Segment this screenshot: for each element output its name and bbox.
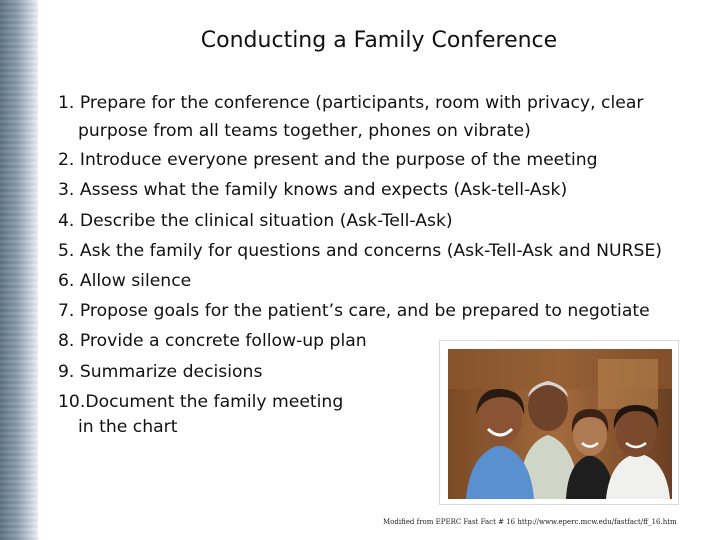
- item-number: 8.: [58, 331, 75, 352]
- family-photo: [439, 340, 679, 505]
- slide-title: Conducting a Family Conference: [200, 28, 558, 53]
- list-item: [58, 88, 708, 118]
- list-item-continuation: purpose from all teams together, phones on vibrate): [78, 121, 531, 142]
- item-text: Summarize decisions: [79, 361, 263, 382]
- item-text: Introduce everyone present and the purpose of the meeting: [79, 150, 598, 171]
- item-number: 3.: [58, 180, 75, 201]
- item-text: Propose goals for the patient’s care, and be prepared to negotiate: [79, 301, 650, 322]
- item-number: 4.: [58, 210, 75, 231]
- item-number: 1.: [58, 93, 75, 113]
- list-item: [58, 296, 708, 326]
- item-number: 7.: [58, 301, 75, 322]
- list-item: [58, 175, 708, 205]
- list-item: [58, 266, 708, 296]
- decorative-side-bar: [0, 0, 38, 540]
- item-number: 10.: [58, 391, 86, 412]
- item-text: Describe the clinical situation (Ask-Tell-Ask): [79, 210, 453, 231]
- list-item: [58, 145, 708, 175]
- source-footnote: Modified from EPERC Fast Fact # 16 http://www.eperc.mcw.edu/fastfact/ff_16.htm: [383, 518, 677, 526]
- item-number: 5.: [58, 240, 75, 261]
- item-text: Document the family meeting: [85, 391, 344, 412]
- item-number: 9.: [58, 361, 75, 382]
- list-item: [58, 206, 708, 236]
- item-text: Assess what the family knows and expects (Ask-tell-Ask): [79, 180, 568, 201]
- list-item: [58, 236, 708, 266]
- item-number: 6.: [58, 271, 75, 292]
- item-text: Prepare for the conference (participants, room with privacy, clear: [79, 93, 644, 113]
- item-text: Provide a concrete follow-up plan: [79, 331, 367, 352]
- family-photo-illustration: [448, 349, 672, 499]
- list-item-continuation: in the chart: [78, 417, 178, 438]
- item-number: 2.: [58, 150, 75, 171]
- item-text: Ask the family for questions and concerns (Ask-Tell-Ask and NURSE): [79, 240, 663, 261]
- item-text: Allow silence: [79, 271, 192, 292]
